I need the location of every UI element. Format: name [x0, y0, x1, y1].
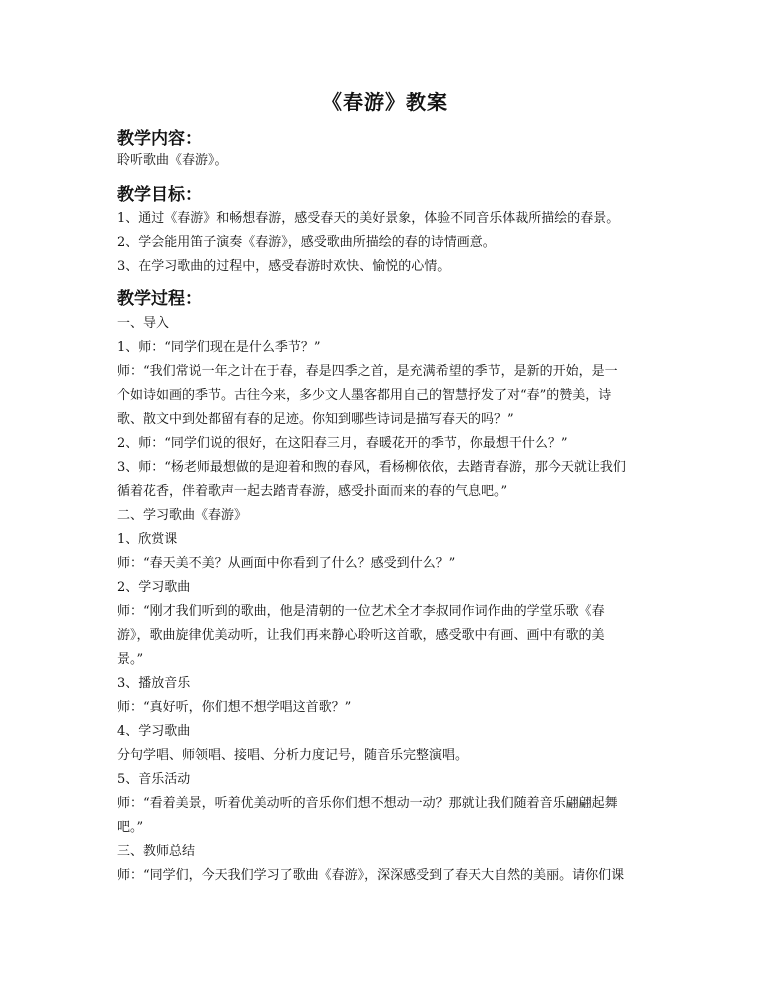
process-line: 一、导入	[117, 316, 170, 331]
document-title: 《春游》教案	[322, 90, 448, 114]
content-text: 聆听歌曲《春游》。	[117, 153, 228, 168]
process-line: 景。”	[117, 652, 144, 667]
section-heading-content: 教学内容：	[117, 129, 202, 149]
process-line: 1、师：“同学们现在是什么季节？”	[117, 340, 321, 355]
process-line: 个如诗如画的季节。古往今来，多少文人墨客都用自己的智慧抒发了对“春”的赞美，诗	[117, 388, 612, 403]
process-line: 师：“春天美不美？从画面中你看到了什么？感受到什么？”	[117, 556, 456, 571]
process-line: 2、师：“同学们说的很好，在这阳春三月，春暖花开的季节，你最想干什么？”	[117, 436, 568, 451]
process-line: 二、学习歌曲《春游》	[117, 508, 248, 523]
process-line: 师：“我们常说一年之计在于春，春是四季之首，是充满希望的季节，是新的开始，是一	[117, 364, 618, 379]
section-heading-goals: 教学目标：	[117, 185, 202, 205]
process-line: 循着花香，伴着歌声一起去踏青春游，感受扑面而来的春的气息吧。”	[117, 484, 508, 499]
process-line: 3、师：“杨老师最想做的是迎着和煦的春风，看杨柳依依，去踏青春游，那今天就让我们	[117, 460, 626, 475]
process-line: 师：“看着美景，听着优美动听的音乐你们想不想动一动？那就让我们随着音乐翩翩起舞	[117, 796, 618, 811]
goal-line: 1、通过《春游》和畅想春游，感受春天的美好景象，体验不同音乐体裁所描绘的春景。	[117, 211, 620, 226]
process-line: 1、欣赏课	[117, 532, 178, 547]
process-line: 5、音乐活动	[117, 772, 191, 787]
process-line: 4、学习歌曲	[117, 724, 191, 739]
process-line: 歌、散文中到处都留有春的足迹。你知到哪些诗词是描写春天的吗？”	[117, 412, 514, 427]
process-line: 师：“真好听，你们想不想学唱这首歌？”	[117, 700, 352, 715]
goal-line: 2、学会能用笛子演奏《春游》，感受歌曲所描绘的春的诗情画意。	[117, 235, 496, 250]
process-line: 三、教师总结	[117, 844, 196, 859]
process-line: 3、播放音乐	[117, 676, 191, 691]
process-line: 游》，歌曲旋律优美动听，让我们再来静心聆听这首歌，感受歌中有画、画中有歌的美	[117, 628, 605, 643]
process-line: 师：“刚才我们听到的歌曲，他是清朝的一位艺术全才李叔同作词作曲的学堂乐歌《春	[117, 604, 605, 619]
process-line: 吧。”	[117, 820, 144, 835]
process-line: 2、学习歌曲	[117, 580, 191, 595]
goal-line: 3、在学习歌曲的过程中，感受春游时欢快、愉悦的心情。	[117, 259, 451, 274]
process-line: 师：“同学们，今天我们学习了歌曲《春游》，深深感受到了春天大自然的美丽。请你们课	[117, 868, 625, 883]
process-line: 分句学唱、师领唱、接唱、分析力度记号，随音乐完整演唱。	[117, 748, 469, 763]
section-heading-process: 教学过程：	[117, 289, 202, 309]
